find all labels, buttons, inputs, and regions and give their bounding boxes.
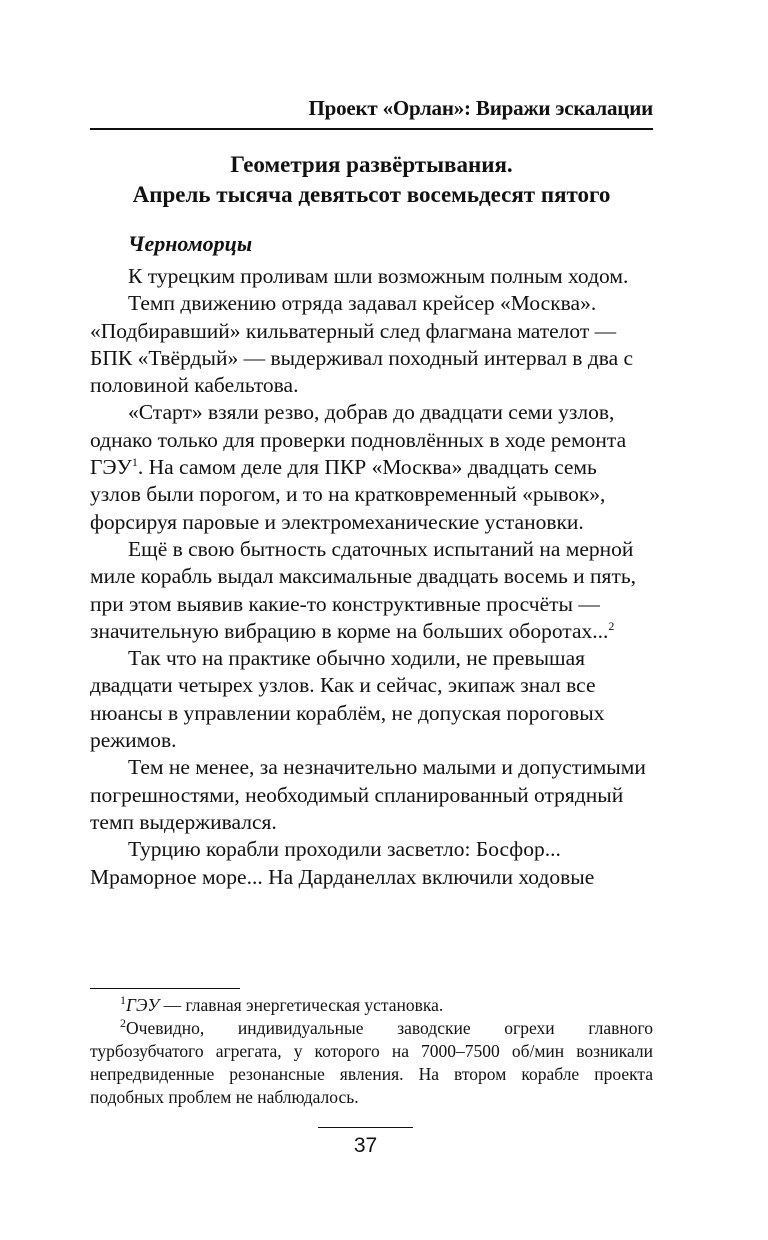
- footnotes: [90, 994, 653, 1109]
- chapter-title-line-1: Геометрия развёртывания.: [230, 152, 513, 177]
- footnote-1-term: ГЭУ: [126, 995, 160, 1015]
- paragraph-4-text: Ещё в свою бытность сдаточных испытаний на мерной миле корабль выдал максимальные двадцать восемь и пять, при этом выявив какие-то конструктивные просчёты — значительную вибрацию в корме на больших оборотах...: [90, 536, 637, 643]
- footnote-2-text: Очевидно, индивидуальные заводские огрехи главного турбозубчатого агрегата, у которого на 7000–7500 об/мин возникали непредвиденные резонансные явления. На втором корабле проекта подобных проблем не наблюдалось.: [90, 1018, 653, 1107]
- chapter-title-line-2: Апрель тысяча девятьсот восемьдесят пятого: [132, 182, 611, 207]
- footnote-rule: [90, 988, 240, 989]
- footnote-2-number: 2: [120, 1016, 126, 1031]
- footnote-1-text: — главная энергетическая установка.: [159, 995, 444, 1015]
- footnote-ref-2: 2: [608, 618, 615, 633]
- paragraph-3-text-a: «Старт» взяли резво, добрав до двадцати семи узлов, однако только для проверки подновлённых в ходе ремонта ГЭУ: [90, 400, 627, 480]
- paragraph-1: К турецким проливам шли возможным полным ходом.: [128, 264, 629, 288]
- footnote-1-number: 1: [120, 993, 126, 1008]
- paragraph-6: Тем не менее, за незначительно малыми и допустимыми погрешностями, необходимый спланированный отрядный темп выдерживался.: [90, 755, 646, 834]
- paragraph-3-text-b: . На самом деле для ПКР «Москва» двадцать семь узлов были порогом, и то на кратковременный «рывок», форсируя паровые и электромеханические установки.: [90, 455, 606, 534]
- header-rule: [90, 128, 653, 130]
- body-text: [90, 263, 653, 891]
- footnote-2: [90, 1017, 653, 1109]
- paragraph-3: [90, 399, 653, 535]
- chapter-title: [90, 150, 653, 210]
- running-head: Проект «Орлан»: Виражи эскалации: [308, 96, 653, 120]
- section-heading: Черноморцы: [128, 231, 253, 256]
- footnote-ref-1: 1: [131, 454, 138, 469]
- paragraph-5: Так что на практике обычно ходили, не превышая двадцати четырех узлов. Как и сейчас, экипаж знал все нюансы в управлении кораблём, не допуская пороговых режимов.: [90, 646, 605, 753]
- page-number: 37: [353, 1134, 378, 1157]
- footnote-1: [90, 994, 653, 1017]
- paragraph-4: [90, 536, 653, 645]
- page-number-rule: [318, 1127, 413, 1128]
- paragraph-2: Темп движению отряда задавал крейсер «Москва». «Подбиравший» кильватерный след флагмана мателот — БПК «Твёрдый» — выдерживал походный интервал в два с половиной кабельтова.: [90, 291, 634, 398]
- paragraph-7: Турцию корабли проходили засветло: Босфор... Мраморное море... На Дарданеллах включили ходовые: [90, 837, 595, 889]
